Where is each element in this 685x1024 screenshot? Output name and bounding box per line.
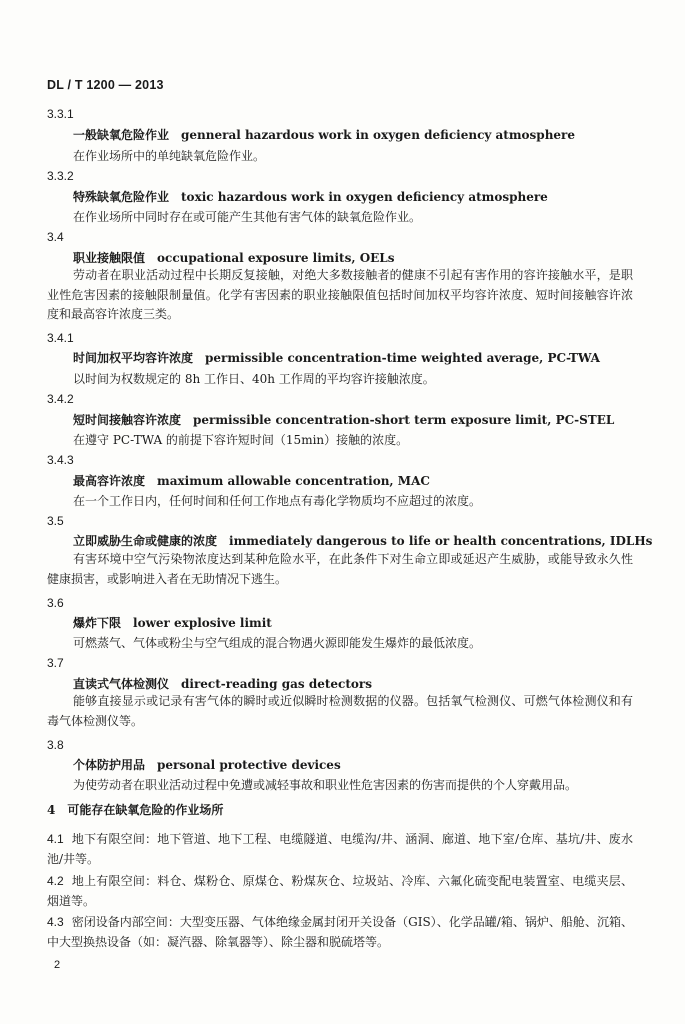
- section-title: [47, 802, 223, 818]
- term-en: direct-reading gas detectors: [181, 677, 372, 691]
- item-number: 4.3: [47, 915, 64, 929]
- term-heading: [73, 757, 341, 773]
- term-en: permissible concentration-time weighted average, PC-TWA: [205, 351, 600, 365]
- list-item: [47, 830, 633, 869]
- term-en: genneral hazardous work in oxygen deficiency atmosphere: [181, 128, 576, 142]
- page-number: 2: [54, 959, 61, 971]
- clause-number: 3.4.2: [47, 392, 74, 406]
- standard-code-header: DL / T 1200 — 2013: [47, 78, 164, 92]
- clause-number: 3.8: [47, 738, 64, 752]
- section-number: 4: [47, 803, 56, 817]
- term-definition: 以时间为权数规定的 8h 工作日、40h 工作周的平均容许接触浓度。: [73, 372, 435, 386]
- list-item: [47, 913, 633, 952]
- item-number: 4.2: [47, 874, 64, 888]
- clause-number: 3.7: [47, 656, 64, 670]
- term-zh: 特殊缺氧危险作业: [73, 190, 170, 204]
- term-heading: [73, 615, 272, 631]
- list-item: [47, 872, 633, 911]
- term-heading: [73, 250, 394, 266]
- clause-number: 3.6: [47, 596, 64, 610]
- item-text: 密闭设备内部空间：大型变压器、气体绝缘金属封闭开关设备（GIS）、化学品罐/箱、锅炉、船舱、沉箱、中大型换热设备（如：凝汽器、除氧器等）、除尘器和脱硫塔等。: [47, 915, 633, 949]
- term-en: personal protective devices: [157, 758, 341, 772]
- item-number: 4.1: [47, 832, 64, 846]
- term-heading: [73, 533, 652, 549]
- term-heading: [73, 473, 430, 489]
- term-definition: 能够直接显示或记录有害气体的瞬时或近似瞬时检测数据的仪器。包括氧气检测仪、可燃气体检测仪和有毒气体检测仪等。: [47, 694, 633, 728]
- item-text: 地下有限空间：地下管道、地下工程、电缆隧道、电缆沟/井、涵洞、廊道、地下室/仓库、基坑/井、废水池/井等。: [47, 832, 633, 866]
- term-en: immediately dangerous to life or health concentrations, IDLHs: [229, 534, 653, 548]
- term-en: lower explosive limit: [133, 616, 272, 630]
- term-definition: 在作业场所中同时存在或可能产生其他有害气体的缺氧危险作业。: [73, 210, 422, 224]
- term-definition: 在作业场所中的单纯缺氧危险作业。: [73, 149, 266, 163]
- term-zh: 职业接触限值: [73, 251, 146, 265]
- section-heading: 可能存在缺氧危险的作业场所: [67, 803, 224, 817]
- term-heading: [73, 127, 575, 143]
- term-definition: 为使劳动者在职业活动过程中免遭或减轻事故和职业性危害因素的伤害而提供的个人穿戴用品。: [73, 778, 578, 792]
- term-en: maximum allowable concentration, MAC: [157, 474, 430, 488]
- term-heading: [73, 412, 614, 428]
- clause-number: 3.4.3: [47, 453, 74, 467]
- term-heading: [73, 676, 372, 692]
- term-definition: 在一个工作日内，任何时间和任何工作地点有毒化学物质均不应超过的浓度。: [73, 494, 482, 508]
- clause-number: 3.5: [47, 514, 64, 528]
- clause-number: 3.3.2: [47, 169, 74, 183]
- term-zh: 一般缺氧危险作业: [73, 128, 170, 142]
- term-zh: 短时间接触容许浓度: [73, 413, 182, 427]
- clause-number: 3.3.1: [47, 107, 74, 121]
- term-zh: 时间加权平均容许浓度: [73, 351, 194, 365]
- clause-number: 3.4.1: [47, 331, 74, 345]
- term-zh: 爆炸下限: [73, 616, 122, 630]
- term-en: permissible concentration-short term exposure limit, PC-STEL: [193, 413, 615, 427]
- term-definition: 在遵守 PC-TWA 的前提下容许短时间（15min）接触的浓度。: [73, 433, 409, 447]
- term-zh: 立即威胁生命或健康的浓度: [73, 534, 218, 548]
- term-en: occupational exposure limits, OELs: [157, 251, 395, 265]
- term-definition: 可燃蒸气、气体或粉尘与空气组成的混合物遇火源即能发生爆炸的最低浓度。: [73, 636, 482, 650]
- term-en: toxic hazardous work in oxygen deficiency atmosphere: [181, 190, 548, 204]
- term-zh: 个体防护用品: [73, 758, 146, 772]
- term-heading: [73, 350, 600, 366]
- term-definition: 劳动者在职业活动过程中长期反复接触，对绝大多数接触者的健康不引起有害作用的容许接触水平，是职业性危害因素的接触限制量值。化学有害因素的职业接触限值包括时间加权平均容许浓度、短时间接触容许浓度和最高容许浓度三类。: [47, 268, 633, 321]
- clause-number: 3.4: [47, 230, 64, 244]
- item-text: 地上有限空间：料仓、煤粉仓、原煤仓、粉煤灰仓、垃圾站、冷库、六氟化硫变配电装置室、电缆夹层、烟道等。: [47, 874, 633, 908]
- term-heading: [73, 189, 548, 205]
- term-definition: 有害环境中空气污染物浓度达到某种危险水平，在此条件下对生命立即或延迟产生威胁，或能导致永久性健康损害，或影响进入者在无助情况下逃生。: [47, 552, 633, 586]
- term-zh: 直读式气体检测仪: [73, 677, 170, 691]
- term-zh: 最高容许浓度: [73, 474, 146, 488]
